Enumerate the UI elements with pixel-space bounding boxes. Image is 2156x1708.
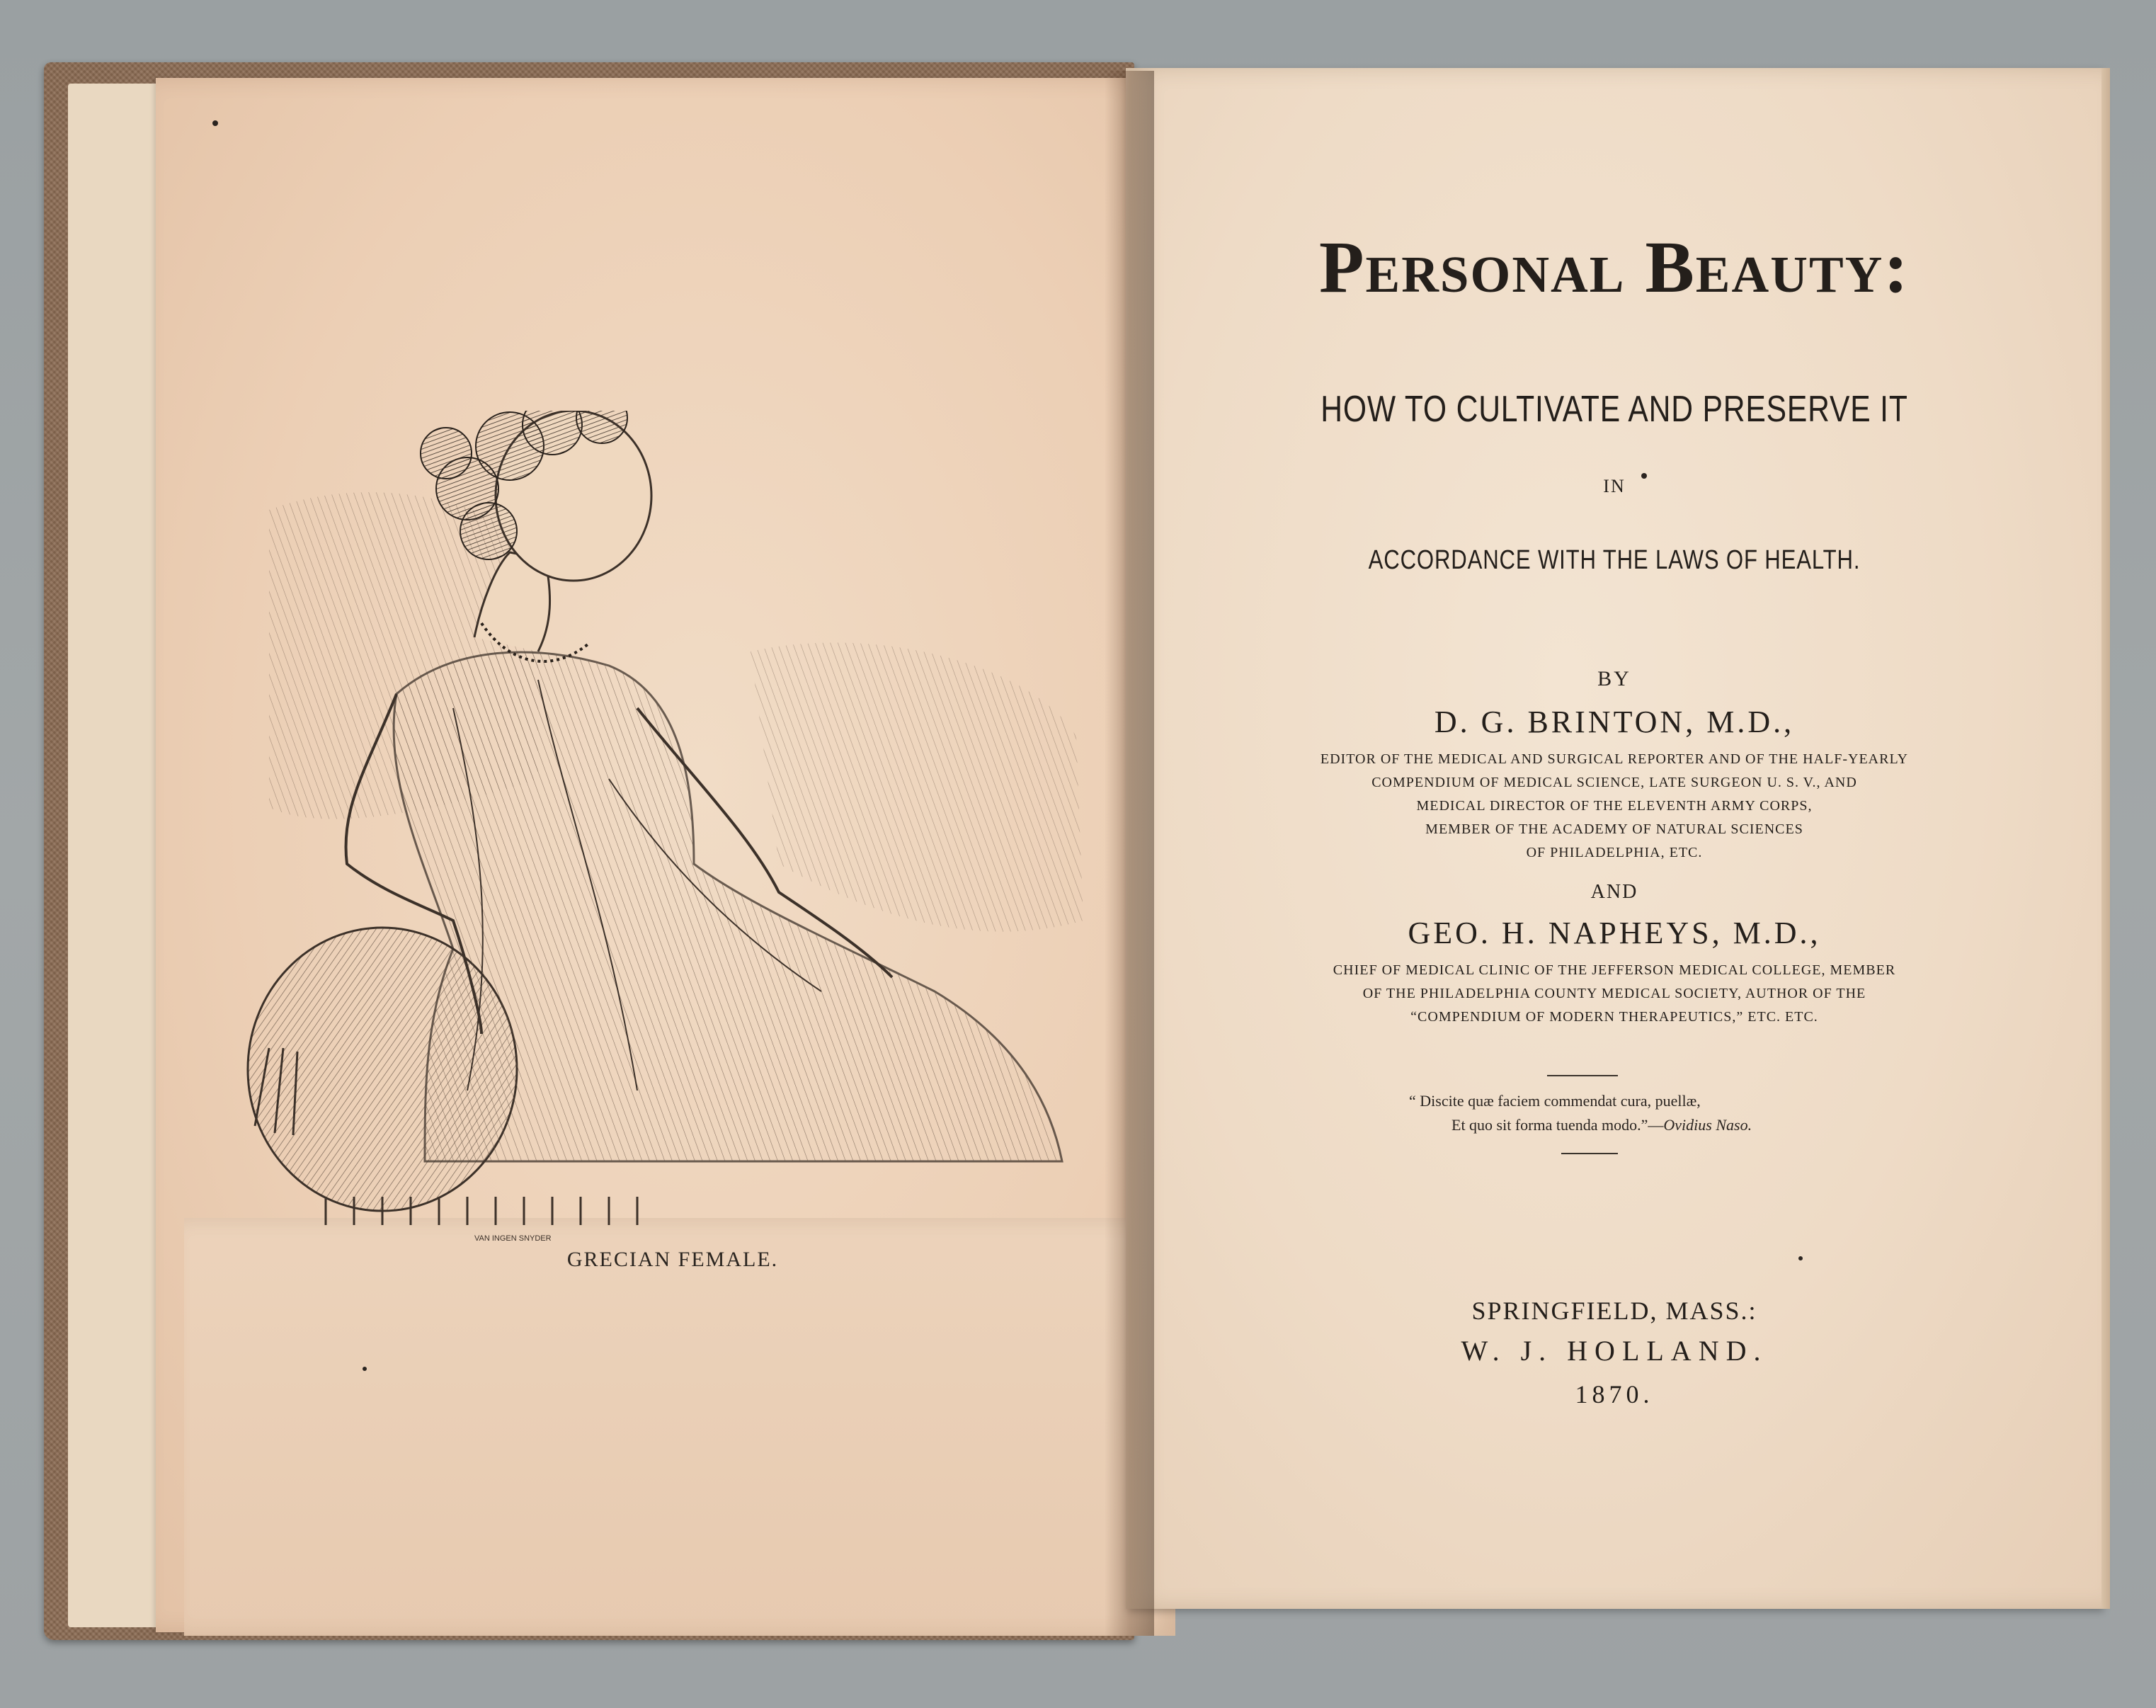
subtitle-connector: IN: [1603, 476, 1626, 496]
publication-place: SPRINGFIELD, MASS.:: [1471, 1297, 1757, 1325]
publisher: W. J. HOLLAND.: [1461, 1335, 1768, 1367]
engraver-mark: VAN INGEN SNYDER: [474, 1234, 552, 1243]
epigraph: [1409, 1089, 1834, 1137]
book-subtitle-continued: ACCORDANCE WITH THE LAWS OF HEALTH.: [1368, 545, 1861, 575]
epigraph-line-1: “ Discite quæ faciem commendat cura, puellæ,: [1409, 1092, 1701, 1110]
divider-rule-bottom: [1561, 1153, 1618, 1154]
by-line: BY: [1597, 667, 1631, 690]
divider-rule-top: [1547, 1075, 1618, 1076]
epigraph-line-2: Et quo sit forma tuenda modo.”—: [1451, 1116, 1664, 1134]
foxing-speck: [1798, 1256, 1803, 1260]
and-line: AND: [1590, 881, 1638, 903]
credential-line: EDITOR OF THE MEDICAL AND SURGICAL REPORTER AND OF THE HALF-YEARLY: [1320, 751, 1909, 767]
credential-line: OF THE PHILADELPHIA COUNTY MEDICAL SOCIETY, AUTHOR OF THE: [1362, 986, 1866, 1001]
author-napheys-credentials: [1133, 959, 2096, 1029]
frontispiece-page-lower: [184, 1218, 1175, 1636]
foxing-speck: [363, 1367, 367, 1371]
author-brinton-credentials: [1133, 748, 2096, 865]
grecian-female-engraving: [241, 411, 1097, 1246]
credential-line: COMPENDIUM OF MEDICAL SCIENCE, LATE SURGEON U. S. V., AND: [1371, 775, 1857, 790]
book-title: Personal Beauty:: [1319, 227, 1910, 308]
publication-year: 1870.: [1575, 1380, 1654, 1408]
page-edge: [2101, 68, 2110, 1609]
illustration-caption: GRECIAN FEMALE.: [566, 1248, 779, 1271]
credential-line: CHIEF OF MEDICAL CLINIC OF THE JEFFERSON MEDICAL COLLEGE, MEMBER: [1333, 962, 1896, 978]
author-brinton: D. G. BRINTON, M.D.,: [1434, 705, 1795, 739]
credential-line: “COMPENDIUM OF MODERN THERAPEUTICS,” ETC. ETC.: [1410, 1009, 1818, 1025]
book-subtitle: HOW TO CULTIVATE AND PRESERVE IT: [1321, 389, 1908, 430]
credential-line: MEDICAL DIRECTOR OF THE ELEVENTH ARMY CORPS,: [1416, 798, 1813, 814]
epigraph-attribution: Ovidius Naso.: [1663, 1116, 1752, 1134]
author-napheys: GEO. H. NAPHEYS, M.D.,: [1408, 916, 1821, 950]
foxing-speck: [212, 120, 218, 126]
credential-line: MEMBER OF THE ACADEMY OF NATURAL SCIENCES: [1425, 821, 1803, 837]
credential-line: OF PHILADELPHIA, ETC.: [1526, 845, 1703, 860]
foxing-speck: [1641, 473, 1647, 479]
